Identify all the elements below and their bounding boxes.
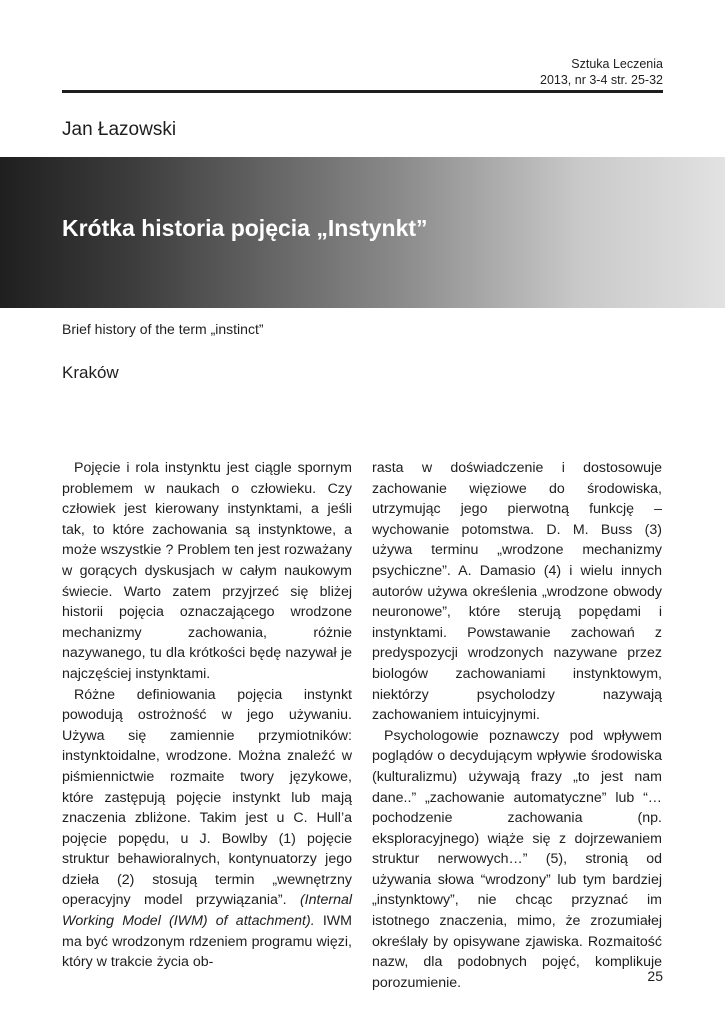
journal-name: Sztuka Leczenia	[571, 57, 663, 71]
paragraph-text: Różne definiowania pojęcia instynkt powodują ostrożność w jego używaniu. Używa się zamiennie przymiotników: instynktoidalne, wrodzone. Można znaleźć w piśmiennictwie rozmaite twory językowe, które zastępują pojęcie instynkt lub mają znaczenia zbliżone. Takim jest u C. Hull’a pojęcie popędu, u J. Bowlby (1) pojęcie struktur behawioralnych, kontynuatorzy jego dzieła (2) stosują termin „wewnętrzny operacyjny model przywiązania”.	[62, 686, 352, 909]
italic-citation: (Internal Working Model (IWM) of attachment).	[62, 892, 352, 930]
paragraph: Psychologowie poznawczy pod wpływem poglądów o decydującym wpływie środowiska (kulturalizmu) używają frazy „to jest nam dane..” „zachowanie automatyczne” lub “…pochodzenie zachowania (np. eksploracyjnego) wiąże się z dojrzewaniem struktur nerwowych…” (5), stronią od używania słowa “wrodzony” lub tym bardziej „instynktowy”, nie chcąc przyznać im istotnego znaczenia, mimo, że zrozumiałej określały by opisywane zjawiska. Rozmaitość nazw, dla podobnych pojęć, komplikuje porozumienie.	[372, 727, 662, 991]
english-title: Brief history of the term „instinct”	[62, 321, 264, 337]
title-banner	[0, 157, 725, 308]
page-number: 25	[647, 968, 663, 984]
paragraph-tail: IWM ma być wrodzonym rdzeniem programu więzi, który w trakcie życia ob-	[62, 913, 352, 971]
issue-info: 2013, nr 3-4 str. 25-32	[540, 73, 663, 87]
author-location: Kraków	[62, 363, 119, 382]
journal-header	[540, 56, 663, 88]
left-column	[62, 458, 352, 973]
paragraph	[62, 685, 352, 973]
paragraph: Pojęcie i rola instynktu jest ciągle spornym problemem w naukach o człowieku. Czy człowiek jest kierowany instynktami, a jeśli tak, to które zachowania są instynktowe, a może wszystkie ? Problem ten jest rozważany w gorących dyskusjach w całym naukowym świecie. Warto zatem przyjrzeć się bliżej historii pojęcia oznaczającego wrodzone mechanizmy zachowania, różnie nazywanego, tu dla krótkości będę nazywał je najczęściej instynktami.	[62, 460, 352, 682]
article-title: Krótka historia pojęcia „Instynkt”	[62, 215, 428, 241]
right-column	[372, 458, 662, 993]
paragraph: rasta w doświadczenie i dostosowuje zachowanie więziowe do środowiska, utrzymując jego pierwotną funkcję – wychowanie potomstwa. D. M. Buss (3) używa terminu „wrodzone mechanizmy psychiczne”. A. Damasio (4) i wielu innych autorów używa określenia „wrodzone obwody neuronowe”, które sterują popędami i instynktami. Powstawanie zachowań z predyspozycji wrodzonych nazywane przez biologów zachowaniami instynktowym, niektórzy psycholodzy nazywają zachowaniem intuicyjnymi.	[372, 460, 662, 724]
header-rule	[62, 90, 663, 93]
author-name: Jan Łazowski	[62, 119, 177, 140]
